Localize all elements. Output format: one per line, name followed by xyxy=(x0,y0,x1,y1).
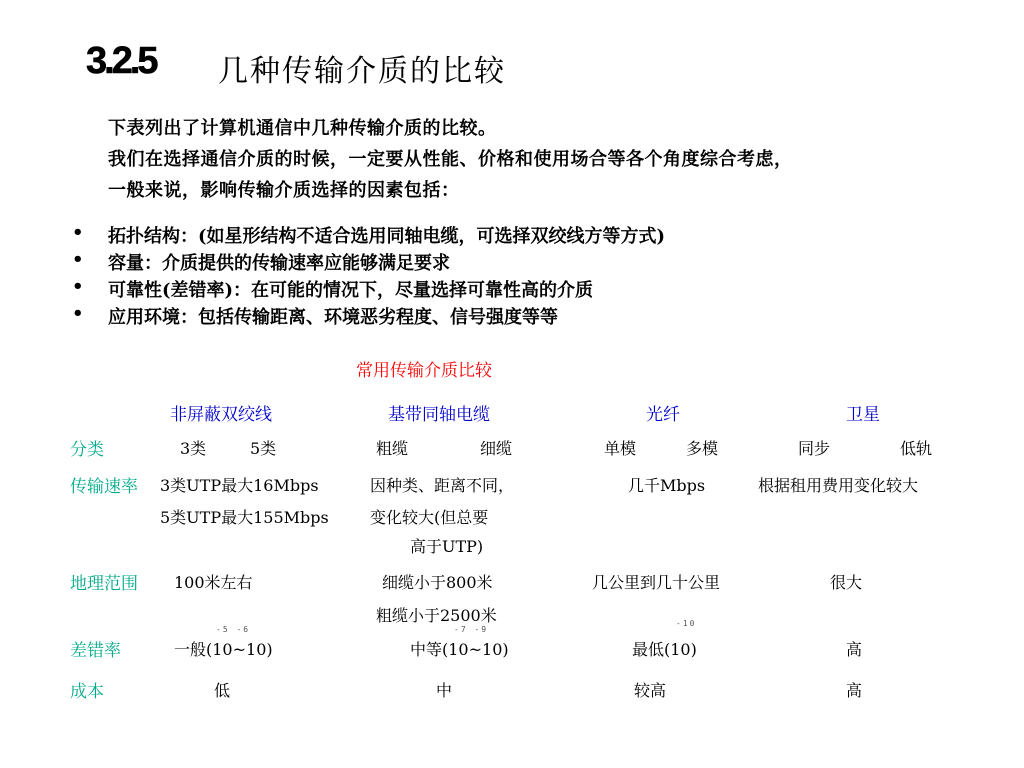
cell-speed-fiber: 几千Mbps xyxy=(628,476,706,495)
column-header-utp: 非屏蔽双绞线 xyxy=(170,405,272,425)
cell-speed-coax-1: 因种类、距离不同， xyxy=(370,476,515,495)
cell-utp-cat5: 5类 xyxy=(250,439,277,458)
cell-range-fiber: 几公里到几十公里 xyxy=(592,573,721,592)
exponent-utp: -5 -6 xyxy=(216,625,251,634)
column-header-satellite: 卫星 xyxy=(846,405,880,425)
cell-sat-leo: 低轨 xyxy=(900,439,933,458)
table-caption: 常用传输介质比较 xyxy=(356,361,492,381)
cell-cost-fiber: 较高 xyxy=(634,681,667,700)
cell-error-fiber: 最低(10) xyxy=(632,640,697,659)
cell-fiber-multi: 多模 xyxy=(686,439,719,458)
cell-speed-coax-2: 变化较大(但总要 xyxy=(370,508,489,527)
row-label-speed: 传输速率 xyxy=(70,477,138,497)
section-number: 3.2.5 xyxy=(86,40,156,82)
cell-coax-thin: 细缆 xyxy=(480,439,513,458)
cell-error-utp: 一般(10~10) xyxy=(174,640,273,659)
intro-line-1: 下表列出了计算机通信中几种传输介质的比较。 xyxy=(108,118,497,139)
factor-list xyxy=(72,222,665,330)
row-label-error-rate: 差错率 xyxy=(70,641,121,661)
column-header-coax: 基带同轴电缆 xyxy=(388,405,490,425)
factor-item-topology: • 拓扑结构：(如星形结构不适合选用同轴电缆，可选择双绞线方等方式) xyxy=(72,222,665,249)
cell-error-satellite: 高 xyxy=(846,640,863,659)
cell-speed-coax-3: 高于UTP) xyxy=(410,537,484,556)
intro-line-3: 一般来说，影响传输介质选择的因素包括： xyxy=(108,180,460,201)
cell-error-coax: 中等(10~10) xyxy=(410,640,509,659)
cell-sat-sync: 同步 xyxy=(798,439,831,458)
cell-speed-utp-1: 3类UTP最大16Mbps xyxy=(160,476,319,495)
exponent-coax: -7 -9 xyxy=(454,625,489,634)
cell-cost-satellite: 高 xyxy=(846,681,863,700)
row-label-category: 分类 xyxy=(70,440,104,460)
row-label-cost: 成本 xyxy=(70,682,104,702)
intro-line-2: 我们在选择通信介质的时候，一定要从性能、价格和使用场合等各个角度综合考虑， xyxy=(108,149,793,170)
cell-range-satellite: 很大 xyxy=(830,573,863,592)
cell-fiber-single: 单模 xyxy=(604,439,637,458)
page-title: 几种传输介质的比较 xyxy=(218,54,506,89)
cell-range-utp: 100米左右 xyxy=(174,573,253,592)
column-header-fiber: 光纤 xyxy=(646,405,680,425)
factor-item-reliability: • 可靠性(差错率)：在可能的情况下，尽量选择可靠性高的介质 xyxy=(72,276,665,303)
cell-cost-utp: 低 xyxy=(214,681,231,700)
exponent-fiber: -10 xyxy=(676,619,697,628)
cell-coax-thick: 粗缆 xyxy=(376,439,409,458)
factor-item-capacity: • 容量：介质提供的传输速率应能够满足要求 xyxy=(72,249,665,276)
cell-speed-utp-2: 5类UTP最大155Mbps xyxy=(160,508,329,527)
row-label-range: 地理范围 xyxy=(70,574,138,594)
factor-item-environment: • 应用环境：包括传输距离、环境恶劣程度、信号强度等等 xyxy=(72,303,665,330)
cell-range-coax-2: 粗缆小于2500米 xyxy=(376,606,497,625)
cell-speed-satellite: 根据租用费用变化较大 xyxy=(758,476,919,495)
cell-range-coax-1: 细缆小于800米 xyxy=(382,573,493,592)
cell-cost-coax: 中 xyxy=(436,681,453,700)
cell-utp-cat3: 3类 xyxy=(180,439,207,458)
